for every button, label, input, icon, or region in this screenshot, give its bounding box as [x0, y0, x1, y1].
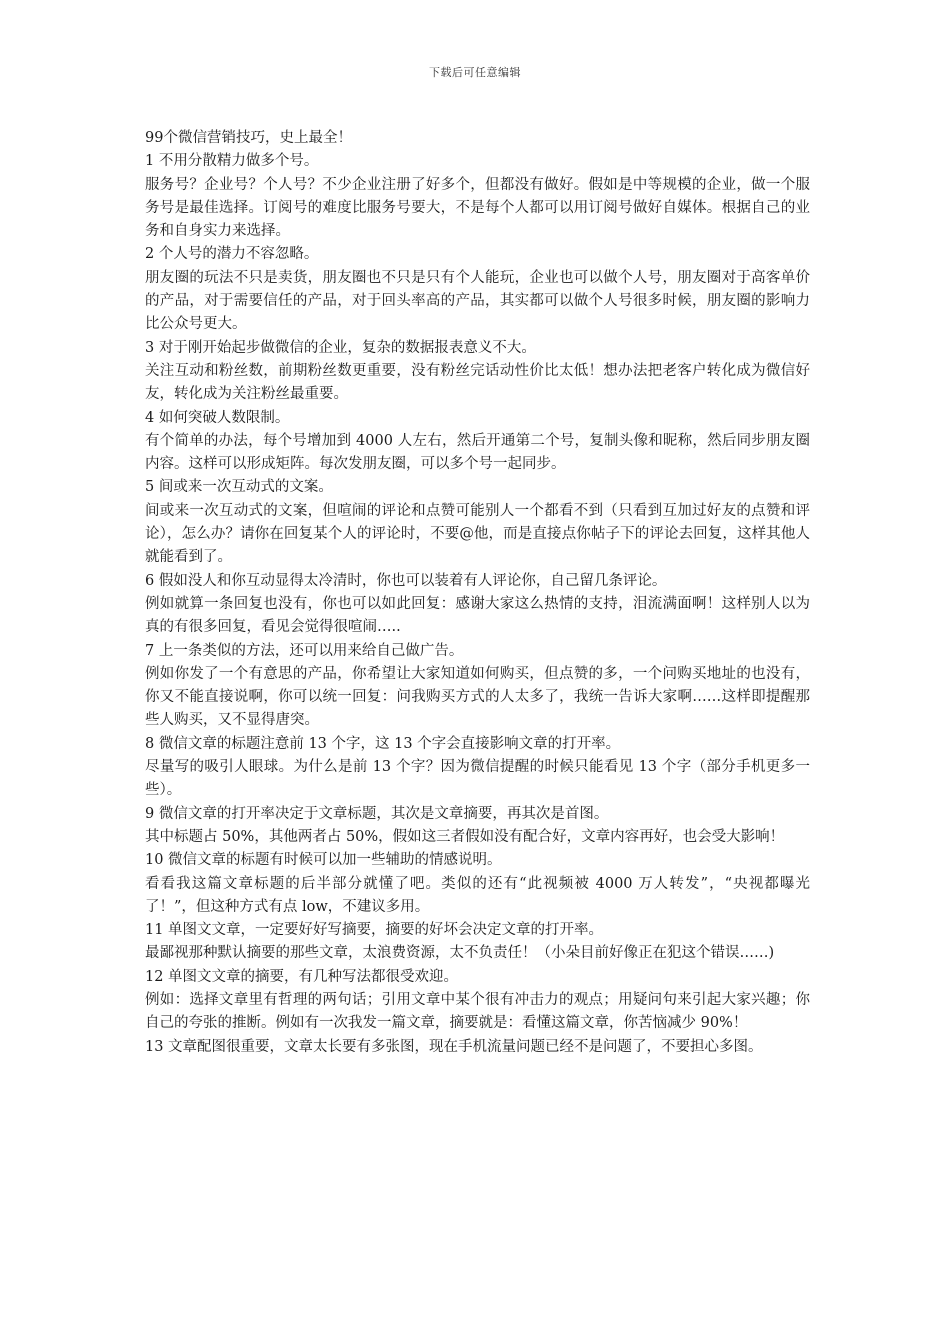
document-body	[145, 127, 810, 1059]
tip-heading-13: 13 文章配图很重要，文章太长要有多张图，现在手机流量问题已经不是问题了，不要担心多图。	[145, 1038, 763, 1055]
tip-heading-11: 11 单图文文章，一定要好好写摘要，摘要的好坏会决定文章的打开率。	[145, 922, 604, 939]
tip-body-7: 例如你发了一个有意思的产品，你希望让大家知道如何购买，但点赞的多，一个问购买地址的也没有，你又不能直接说啊，你可以统一回复：问我购买方式的人太多了，我统一告诉大家啊……这样即提醒那些人购买，又不显得唐突。	[145, 665, 810, 729]
tip-heading-12: 12 单图文文章的摘要，有几种写法都很受欢迎。	[145, 968, 459, 985]
tip-body-10: 看看我这篇文章标题的后半部分就懂了吧。类似的还有“此视频被 4000 万人转发”，“央视都曝光了！”，但这种方式有点 low，不建议多用。	[145, 875, 810, 915]
tip-body-11: 最鄙视那种默认摘要的那些文章，太浪费资源，太不负责任！（小朵目前好像正在犯这个错误……)	[145, 945, 775, 962]
tip-heading-7: 7 上一条类似的方法，还可以用来给自己做广告。	[145, 642, 464, 659]
document-title: 99个微信营销技巧，史上最全！	[145, 130, 352, 146]
tip-body-9: 其中标题占 50%，其他两者占 50%，假如这三者假如没有配合好，文章内容再好，也会受大影响！	[145, 828, 785, 845]
tip-heading-10: 10 微信文章的标题有时候可以加一些辅助的情感说明。	[145, 852, 502, 869]
tip-heading-8: 8 微信文章的标题注意前 13 个字，这 13 个字会直接影响文章的打开率。	[145, 735, 621, 752]
tip-heading-2: 2 个人号的潜力不容忽略。	[145, 246, 319, 263]
tip-body-4: 有个简单的办法，每个号增加到 4000 人左右，然后开通第二个号，复制头像和昵称，然后同步朋友圈内容。这样可以形成矩阵。每次发朋友圈，可以多个号一起同步。	[145, 432, 810, 473]
tip-heading-5: 5 间或来一次互动式的文案。	[145, 479, 333, 496]
tip-body-12: 例如：选择文章里有哲理的两句话；引用文章中某个很有冲击力的观点；用疑问句来引起大家兴趣；你自己的夸张的推断。例如有一次我发一篇文章，摘要就是：看懂这篇文章，你苦恼减少 90%！	[145, 991, 810, 1032]
tip-body-8: 尽量写的吸引人眼球。为什么是前 13 个字？因为微信提醒的时候只能看见 13 个字（部分手机更多一些）。	[145, 759, 810, 799]
tip-body-2: 朋友圈的玩法不只是卖货，朋友圈也不只是只有个人能玩，企业也可以做个人号，朋友圈对于高客单价的产品，对于需要信任的产品，对于回头率高的产品，其实都可以做个人号很多时候，朋友圈的影响力比公众号更大。	[145, 269, 810, 333]
tip-body-6: 例如就算一条回复也没有，你也可以如此回复：感谢大家这么热情的支持，泪流满面啊！这样别人以为真的有很多回复，看见会觉得很喧闹…..	[145, 595, 810, 636]
tip-body-3: 关注互动和粉丝数，前期粉丝数更重要，没有粉丝完话动性价比太低！想办法把老客户转化成为微信好友，转化成为关注粉丝最重要。	[145, 362, 810, 403]
tip-heading-4: 4 如何突破人数限制。	[145, 409, 290, 426]
tip-body-5: 间或来一次互动式的文案，但喧闹的评论和点赞可能别人一个都看不到（只看到互加过好友的点赞和评论），怎么办？请你在回复某个人的评论时，不要@他，而是直接点你帖子下的评论去回复，这样其他人就能看到了。	[145, 502, 810, 566]
tip-heading-1: 1 不用分散精力做多个号。	[145, 153, 319, 170]
tip-heading-6: 6 假如没人和你互动显得太冷清时，你也可以装着有人评论你，自己留几条评论。	[145, 572, 667, 589]
page-header: 下载后可任意编辑	[429, 66, 521, 79]
tip-heading-9: 9 微信文章的打开率决定于文章标题，其次是文章摘要，再其次是首图。	[145, 805, 609, 822]
tip-body-1: 服务号？企业号？个人号？不少企业注册了好多个，但都没有做好。假如是中等规模的企业，做一个服务号是最佳选择。订阅号的难度比服务号要大，不是每个人都可以用订阅号做好自媒体。根据自己的业务和自身实力来选择。	[145, 176, 810, 240]
tip-heading-3: 3 对于刚开始起步做微信的企业，复杂的数据报表意义不大。	[145, 339, 536, 356]
